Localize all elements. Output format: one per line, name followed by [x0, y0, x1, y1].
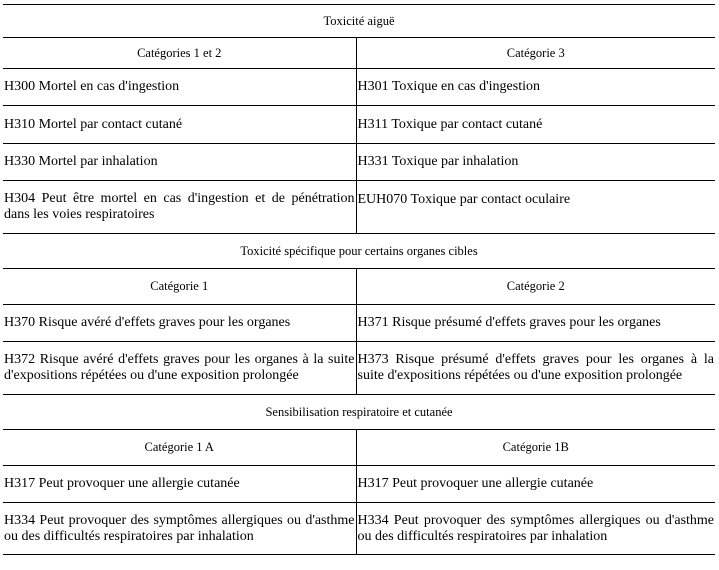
section-title: Toxicité aiguë [3, 5, 715, 38]
table-row [3, 69, 715, 106]
hazard-table-container [3, 4, 715, 555]
table-row [3, 503, 715, 555]
category-header: Catégorie 1B [356, 430, 715, 466]
hazard-statement: H334 Peut provoquer des symptômes allergiques ou d'asthme ou des difficultés respiratoires par inhalation [356, 503, 715, 555]
table-row [3, 466, 715, 503]
hazard-statement: H373 Risque présumé d'effets graves pour les organes à la suite d'expositions répétées ou d'une exposition prolongée [356, 342, 715, 395]
hazard-statement: H371 Risque présumé d'effets graves pour les organes [356, 305, 715, 342]
hazard-statement: EUH070 Toxique par contact oculaire [356, 181, 715, 234]
category-header-row [3, 38, 715, 69]
hazard-statement: H301 Toxique en cas d'ingestion [356, 69, 715, 106]
hazard-statements-table [3, 4, 715, 555]
table-row [3, 305, 715, 342]
category-header: Catégorie 2 [356, 269, 715, 305]
table-row [3, 342, 715, 395]
hazard-statement: H310 Mortel par contact cutané [3, 106, 356, 144]
section-title-row [3, 395, 715, 430]
table-row [3, 181, 715, 234]
hazard-statement: H330 Mortel par inhalation [3, 144, 356, 181]
category-header: Catégories 1 et 2 [3, 38, 356, 69]
section-title-row [3, 234, 715, 269]
hazard-statement: H331 Toxique par inhalation [356, 144, 715, 181]
category-header: Catégorie 3 [356, 38, 715, 69]
hazard-statement: H300 Mortel en cas d'ingestion [3, 69, 356, 106]
table-row [3, 106, 715, 144]
section-title-row [3, 5, 715, 38]
section-title: Sensibilisation respiratoire et cutanée [3, 395, 715, 430]
section-title: Toxicité spécifique pour certains organes cibles [3, 234, 715, 269]
hazard-statement: H304 Peut être mortel en cas d'ingestion et de pénétration dans les voies respiratoires [3, 181, 356, 234]
hazard-statement: H370 Risque avéré d'effets graves pour les organes [3, 305, 356, 342]
hazard-statement: H317 Peut provoquer une allergie cutanée [3, 466, 356, 503]
category-header: Catégorie 1 [3, 269, 356, 305]
category-header-row [3, 430, 715, 466]
category-header: Catégorie 1 A [3, 430, 356, 466]
hazard-statement: H311 Toxique par contact cutané [356, 106, 715, 144]
table-row [3, 144, 715, 181]
hazard-statement: H372 Risque avéré d'effets graves pour les organes à la suite d'expositions répétées ou d'une exposition prolongée [3, 342, 356, 395]
hazard-statement: H334 Peut provoquer des symptômes allergiques ou d'asthme ou des difficultés respiratoires par inhalation [3, 503, 356, 555]
hazard-statement: H317 Peut provoquer une allergie cutanée [356, 466, 715, 503]
category-header-row [3, 269, 715, 305]
